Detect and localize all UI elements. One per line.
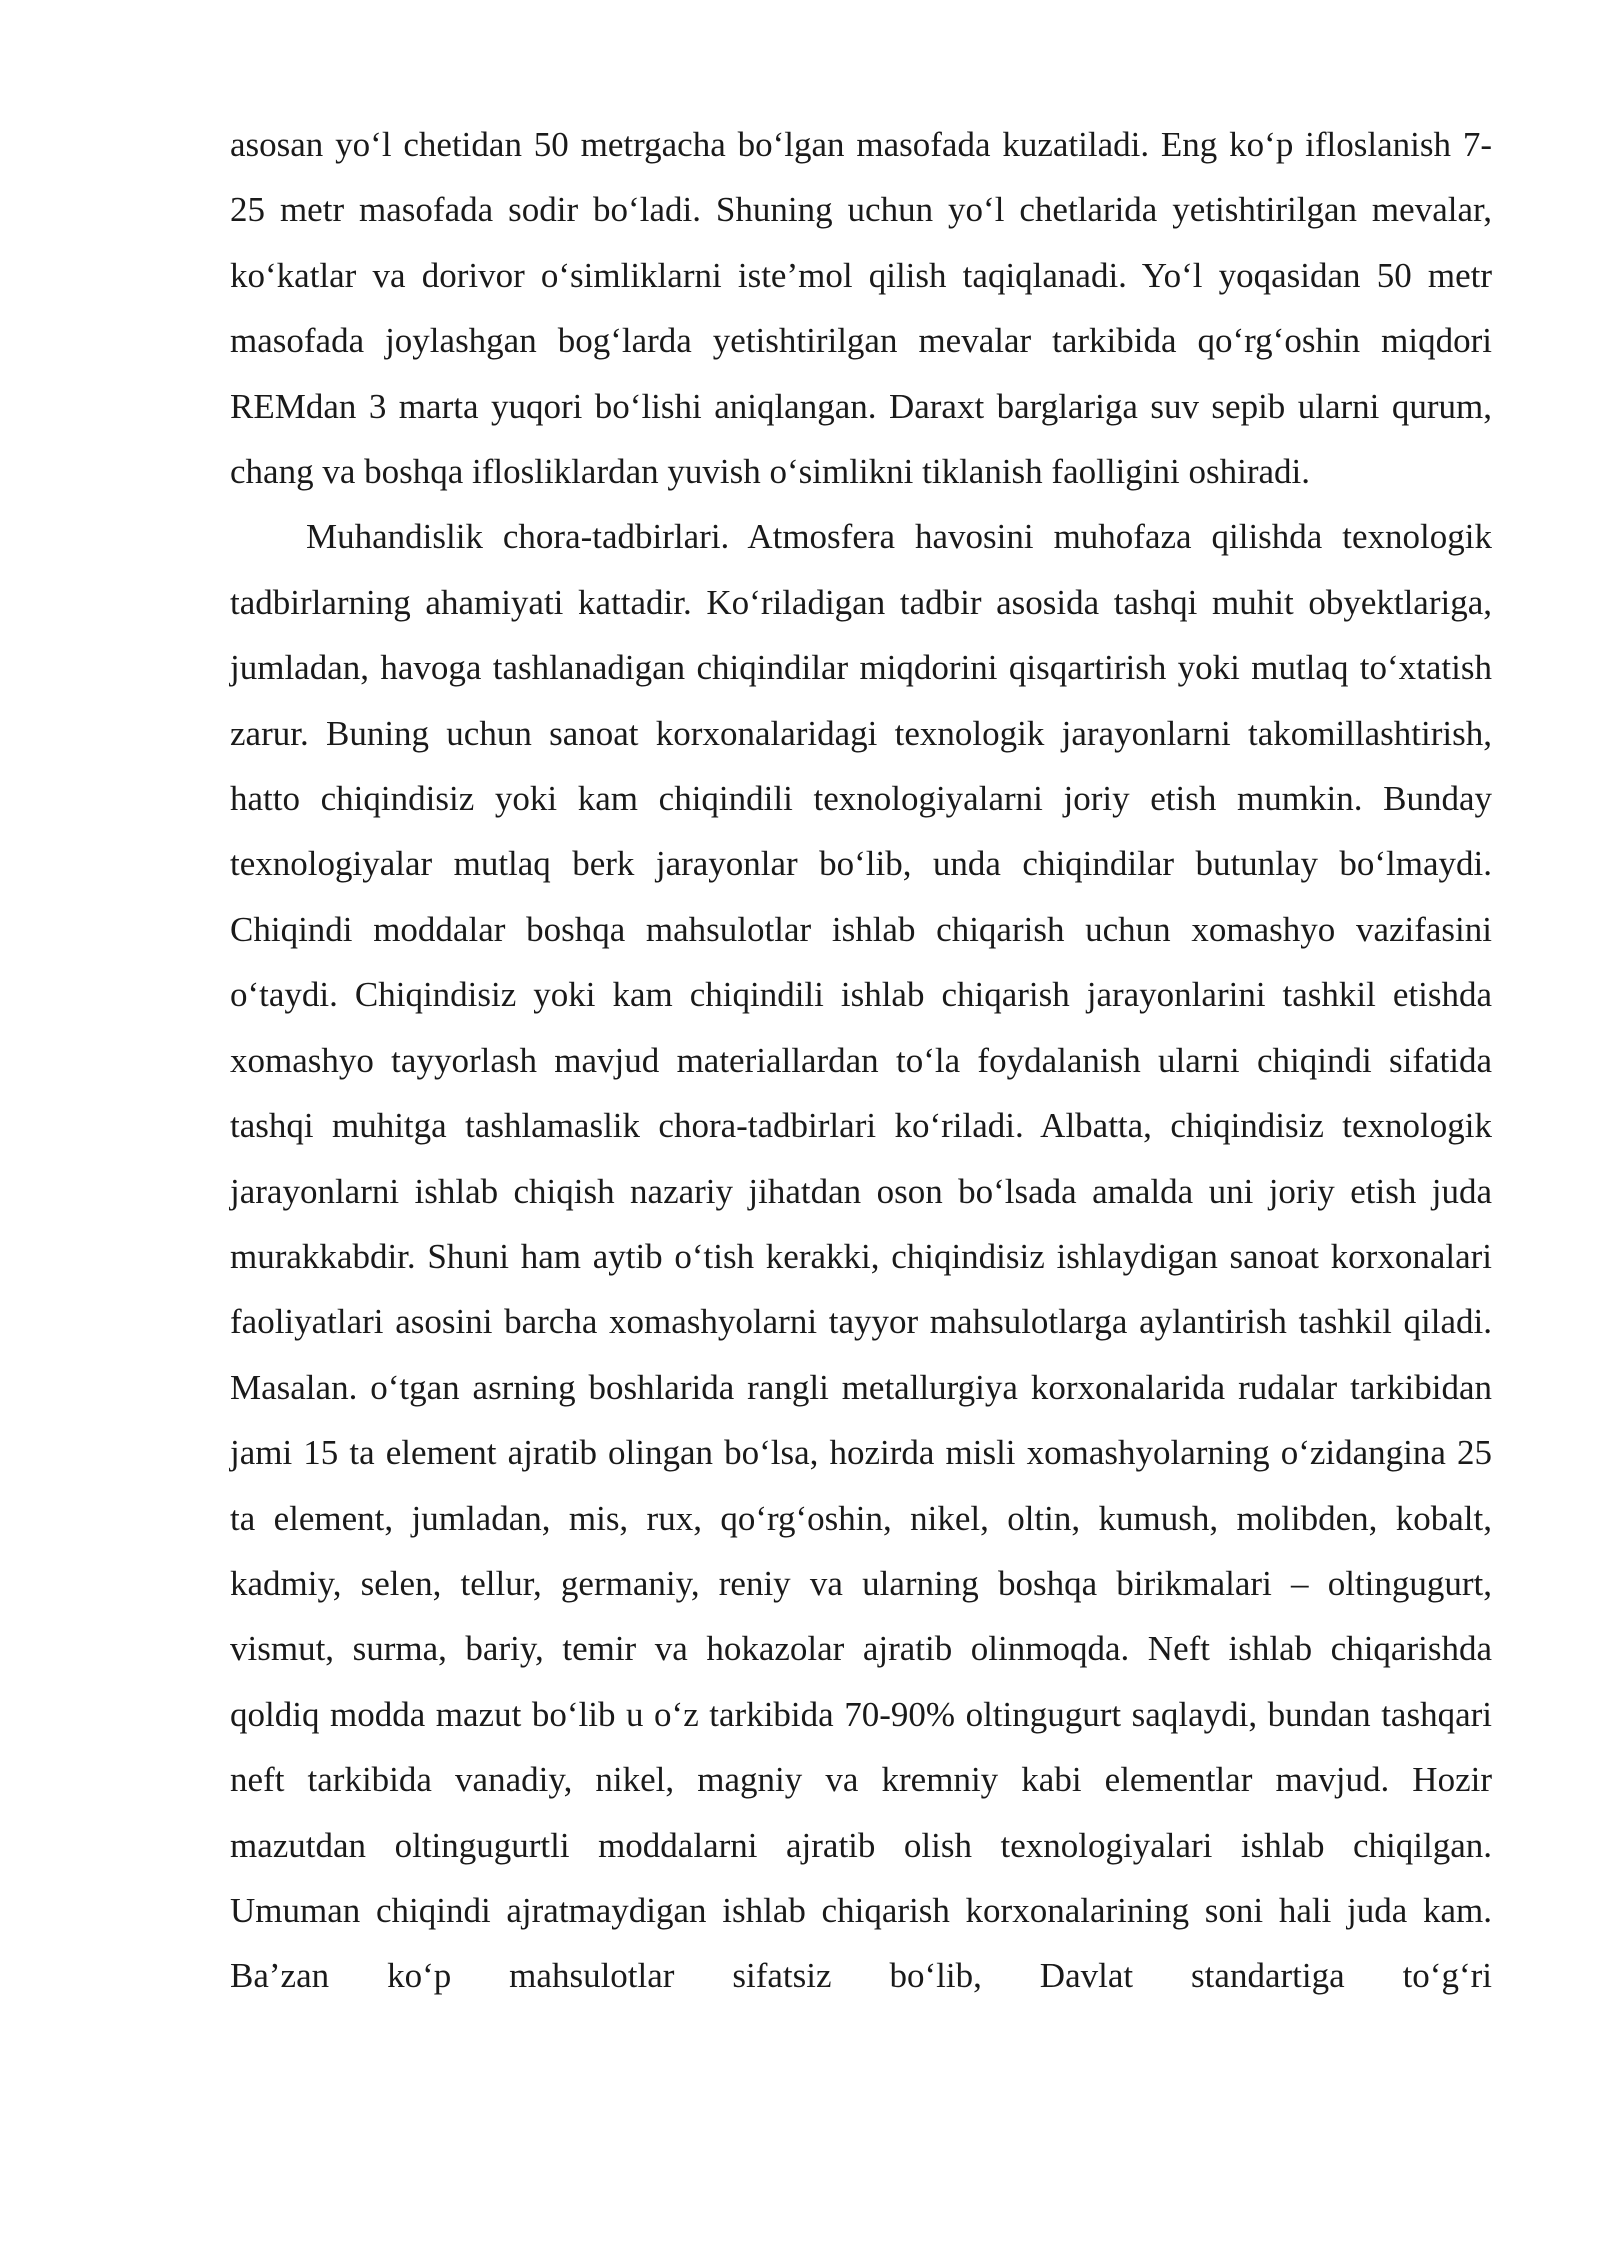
document-page [230, 112, 1492, 2009]
paragraph-engineering-measures: Muhandislik chora-tadbirlari. Atmosfera havosini muhofaza qilishda texnologik tadbirlarning ahamiyati kattadir. Ko‘riladigan tadbir asosida tashqi muhit obyektlariga, jumladan, havoga tashlanadigan chiqindilar miqdorini qisqartirish yoki mutlaq to‘xtatish zarur. Buning uchun sanoat korxonalaridagi texnologik jarayonlarni takomillashtirish, hatto chiqindisiz yoki kam chiqindili texnologiyalarni joriy etish mumkin. Bunday texnologiyalar mutlaq berk jarayonlar bo‘lib, unda chiqindilar butunlay bo‘lmaydi. Chiqindi moddalar boshqa mahsulotlar ishlab chiqarish uchun xomashyo vazifasini o‘taydi. Chiqindisiz yoki kam chiqindili ishlab chiqarish jarayonlarini tashkil etishda xomashyo tayyorlash mavjud materiallardan to‘la foydalanish ularni chiqindi sifatida tashqi muhitga tashlamaslik chora-tadbirlari ko‘riladi. Albatta, chiqindisiz texnologik jarayonlarni ishlab chiqish nazariy jihatdan oson bo‘lsada amalda uni joriy etish juda murakkabdir. Shuni ham aytib o‘tish kerakki, chiqindisiz ishlaydigan sanoat korxonalari faoliyatlari asosini barcha xomashyolarni tayyor mahsulotlarga aylantirish tashkil qiladi. Masalan. o‘tgan asrning boshlarida rangli metallurgiya korxonalarida rudalar tarkibidan jami 15 ta element ajratib olingan bo‘lsa, hozirda misli xomashyolarning o‘zidangina 25 ta element, jumladan, mis, rux, qo‘rg‘oshin, nikel, oltin, kumush, molibden, kobalt, kadmiy, selen, tellur, germaniy, reniy va ularning boshqa birikmalari – oltingugurt, vismut, surma, bariy, temir va hokazolar ajratib olinmoqda. Neft ishlab chiqarishda qoldiq modda mazut bo‘lib u o‘z tarkibida 70-90% oltingugurt saqlaydi, bundan tashqari neft tarkibida vanadiy, nikel, magniy va kremniy kabi elementlar mavjud. Hozir mazutdan oltingugurtli moddalarni ajratib olish texnologiyalari ishlab chiqilgan. Umuman chiqindi ajratmaydigan ishlab chiqarish korxonalarining soni hali juda kam. Ba’zan ko‘p mahsulotlar sifatsiz bo‘lib, Davlat standartiga to‘g‘ri [230, 517, 1492, 1996]
paragraph-vehicle-pollution: asosan yo‘l chetidan 50 metrgacha bo‘lgan masofada kuzatiladi. Eng ko‘p ifloslanish 7-25 metr masofada sodir bo‘ladi. Shuning uchun yo‘l chetlarida yetishtirilgan mevalar, ko‘katlar va dorivor o‘simliklarni iste’mol qilish taqiqlanadi. Yo‘l yoqasidan 50 metr masofada joylashgan bog‘larda yetishtirilgan mevalar tarkibida qo‘rg‘oshin miqdori REMdan 3 marta yuqori bo‘lishi aniqlangan. Daraxt barglariga suv sepib ularni qurum, chang va boshqa iflosliklardan yuvish o‘simlikni tiklanish faolligini oshiradi. [230, 125, 1492, 492]
